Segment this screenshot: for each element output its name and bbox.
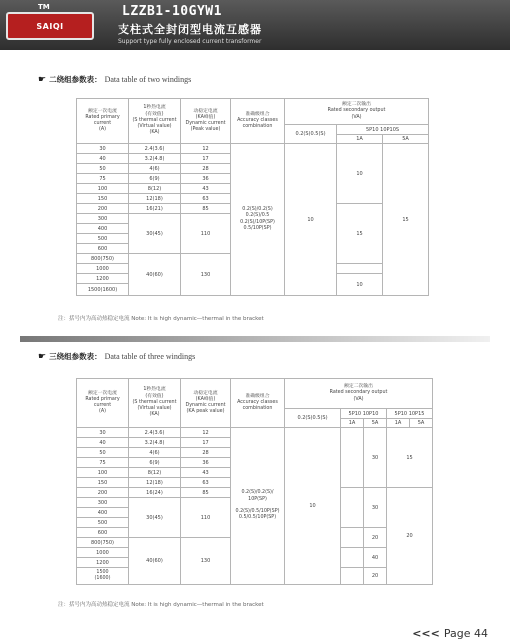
section-divider	[20, 336, 490, 342]
accuracy-combinations: 0.2(S)/0.2(S)/ 10P(SP) 0.2(S)/0.5/10P(SP) 0.5/0.5/10P(SP)	[231, 428, 285, 585]
table-cell: 30	[77, 428, 129, 438]
table-cell: 1500 (1600)	[77, 568, 129, 585]
table-cell: 36	[181, 174, 231, 184]
header-sp-class: 5P10 10P10S	[337, 125, 429, 135]
header-accuracy: 准确级组合 Accuracy classes combination	[231, 379, 285, 428]
header-sp-class-2: 5P10 10P15	[387, 409, 433, 419]
table-cell: 30	[77, 144, 129, 154]
table-cell: 1500(1600)	[77, 284, 129, 296]
output-5a-group: 15	[383, 144, 429, 296]
table-cell: 200	[77, 204, 129, 214]
table-cell: 3.2(4.8)	[129, 154, 181, 164]
output-sp1-1a	[341, 548, 364, 568]
table-cell: 300	[77, 214, 129, 224]
table-cell: 3.2(4.8)	[129, 438, 181, 448]
output-sp1-1a	[341, 488, 364, 528]
table-cell: 1000	[77, 548, 129, 558]
product-subtitle: Support type fully enclosed current transformer	[118, 38, 262, 45]
table-cell: 50	[77, 448, 129, 458]
footnote-two-windings: 注：括号内为高动热稳定电流 Note: It is high dynamic—thermal in the bracket	[58, 316, 264, 322]
table-cell: 28	[181, 448, 231, 458]
table-cell: 8(12)	[129, 184, 181, 194]
page-number: Page 44	[443, 627, 488, 640]
output-sp1-1a	[341, 428, 364, 488]
output-sp2-group: 20	[387, 488, 433, 585]
table-cell: 43	[181, 468, 231, 478]
table-cell: 40	[77, 438, 129, 448]
table-cell: 63	[181, 194, 231, 204]
table-cell: 1200	[77, 558, 129, 568]
header-rated-primary: 额定一次电流 Rated primary current (A)	[77, 99, 129, 144]
table-cell: 4(6)	[129, 448, 181, 458]
table-cell: 400	[77, 224, 129, 234]
previous-arrows-icon: <<<	[412, 627, 440, 640]
output-1a-group: 10	[337, 274, 383, 296]
table-cell: 4(6)	[129, 164, 181, 174]
header-accuracy-group: 0.2(S)0.5(S)	[285, 409, 341, 428]
pointing-hand-icon: ☛	[38, 74, 47, 85]
output-accuracy-group: 10	[285, 428, 341, 585]
table-cell: 150	[77, 194, 129, 204]
table-cell: 28	[181, 164, 231, 174]
table-cell: 12(18)	[129, 478, 181, 488]
output-sp1-5a: 30	[364, 488, 387, 528]
header-thermal-current: 1秒热电流 (有效值) (S thermal current (Virtual value) (KA)	[129, 99, 181, 144]
table-cell: 75	[77, 458, 129, 468]
header-accuracy: 准确级组合 Accuracy classes combination	[231, 99, 285, 144]
table-cell: 100	[77, 184, 129, 194]
header-thermal-current: 1秒热电流 (有效值) (S thermal current (Virtual value) (KA)	[129, 379, 181, 428]
header-1a: 1A	[337, 135, 383, 144]
table-cell: 43	[181, 184, 231, 194]
header-dynamic-current: 动稳定电流 (KA峰值) Dynamic current (KA peak value)	[181, 379, 231, 428]
output-sp1-5a: 20	[364, 568, 387, 585]
table-cell: 85	[181, 488, 231, 498]
pointing-hand-icon: ☛	[38, 351, 47, 362]
table-cell: 40	[77, 154, 129, 164]
table-cell: 130	[181, 254, 231, 296]
model-number: LZZB1-10GYW1	[122, 4, 222, 19]
footnote-three-windings: 注：括号内为高动热稳定电流 Note: It is high dynamic—thermal in the bracket	[58, 602, 264, 608]
header-banner	[0, 0, 510, 50]
output-accuracy-group: 10	[285, 144, 337, 296]
table-cell: 36	[181, 458, 231, 468]
product-title-cn: 支柱式全封闭型电流互感器	[118, 23, 262, 36]
section-three-windings-heading: ☛ 三绕组参数表： Data table of three windings	[38, 351, 196, 362]
table-cell: 12	[181, 428, 231, 438]
table-cell: 1000	[77, 264, 129, 274]
two-windings-table	[76, 98, 429, 296]
trademark: TM	[38, 3, 50, 11]
output-sp2-group: 15	[387, 428, 433, 488]
brand-logo: SAIQI	[6, 12, 94, 40]
header-rated-primary: 额定一次电流 Rated primary current (A)	[77, 379, 129, 428]
table-cell: 85	[181, 204, 231, 214]
three-windings-table	[76, 378, 433, 585]
header-secondary-output: 额定二次输出 Rated secondary output (VA)	[285, 379, 433, 409]
table-cell: 6(9)	[129, 458, 181, 468]
table-cell: 40(60)	[129, 538, 181, 585]
table-cell: 600	[77, 244, 129, 254]
table-cell: 400	[77, 508, 129, 518]
table-cell: 2.4(3.6)	[129, 428, 181, 438]
table-cell: 600	[77, 528, 129, 538]
header-secondary-output: 额定二次输出 Rated secondary output (VA)	[285, 99, 429, 125]
output-sp1-5a: 30	[364, 428, 387, 488]
output-1a-group: 15	[337, 204, 383, 264]
table-cell: 110	[181, 214, 231, 254]
header-dynamic-current: 动稳定电流 (KA峰值) Dynamic current (Peak value)	[181, 99, 231, 144]
table-cell: 500	[77, 518, 129, 528]
table-cell: 800(750)	[77, 538, 129, 548]
table-cell: 50	[77, 164, 129, 174]
table-cell: 200	[77, 488, 129, 498]
table-cell: 110	[181, 498, 231, 538]
table-cell: 100	[77, 468, 129, 478]
table-cell: 16(21)	[129, 204, 181, 214]
table-cell: 8(12)	[129, 468, 181, 478]
header-1a: 1A	[387, 419, 410, 428]
output-sp1-5a: 20	[364, 528, 387, 548]
output-sp1-5a: 40	[364, 548, 387, 568]
table-cell: 17	[181, 438, 231, 448]
table-cell: 300	[77, 498, 129, 508]
output-sp1-1a	[341, 528, 364, 548]
table-cell: 63	[181, 478, 231, 488]
table-cell: 12	[181, 144, 231, 154]
table-cell: 2.4(3.6)	[129, 144, 181, 154]
header-5a: 5A	[410, 419, 433, 428]
table-cell: 800(750)	[77, 254, 129, 264]
table-cell: 30(45)	[129, 498, 181, 538]
header-1a: 1A	[341, 419, 364, 428]
table-cell: 150	[77, 478, 129, 488]
page-footer	[412, 627, 488, 640]
accuracy-combinations: 0.2(S)/0.2(S) 0.2(S)/0.5 0.2(S)/10P(SP) 0.5/10P(SP)	[231, 144, 285, 296]
header-sp-class-1: 5P10 10P10	[341, 409, 387, 419]
table-cell: 30(45)	[129, 214, 181, 254]
header-5a: 5A	[364, 419, 387, 428]
output-1a-group: 10	[337, 144, 383, 204]
output-sp1-1a	[341, 568, 364, 585]
table-cell: 12(18)	[129, 194, 181, 204]
header-5a: 5A	[383, 135, 429, 144]
table-cell: 17	[181, 154, 231, 164]
header-accuracy-group: 0.2(S)0.5(S)	[285, 125, 337, 144]
table-cell: 500	[77, 234, 129, 244]
table-cell: 16(24)	[129, 488, 181, 498]
table-cell: 40(60)	[129, 254, 181, 296]
section-two-windings-heading: ☛ 二绕组参数表： Data table of two windings	[38, 74, 192, 85]
table-cell: 130	[181, 538, 231, 585]
table-cell: 6(9)	[129, 174, 181, 184]
table-cell: 1200	[77, 274, 129, 284]
table-cell: 75	[77, 174, 129, 184]
